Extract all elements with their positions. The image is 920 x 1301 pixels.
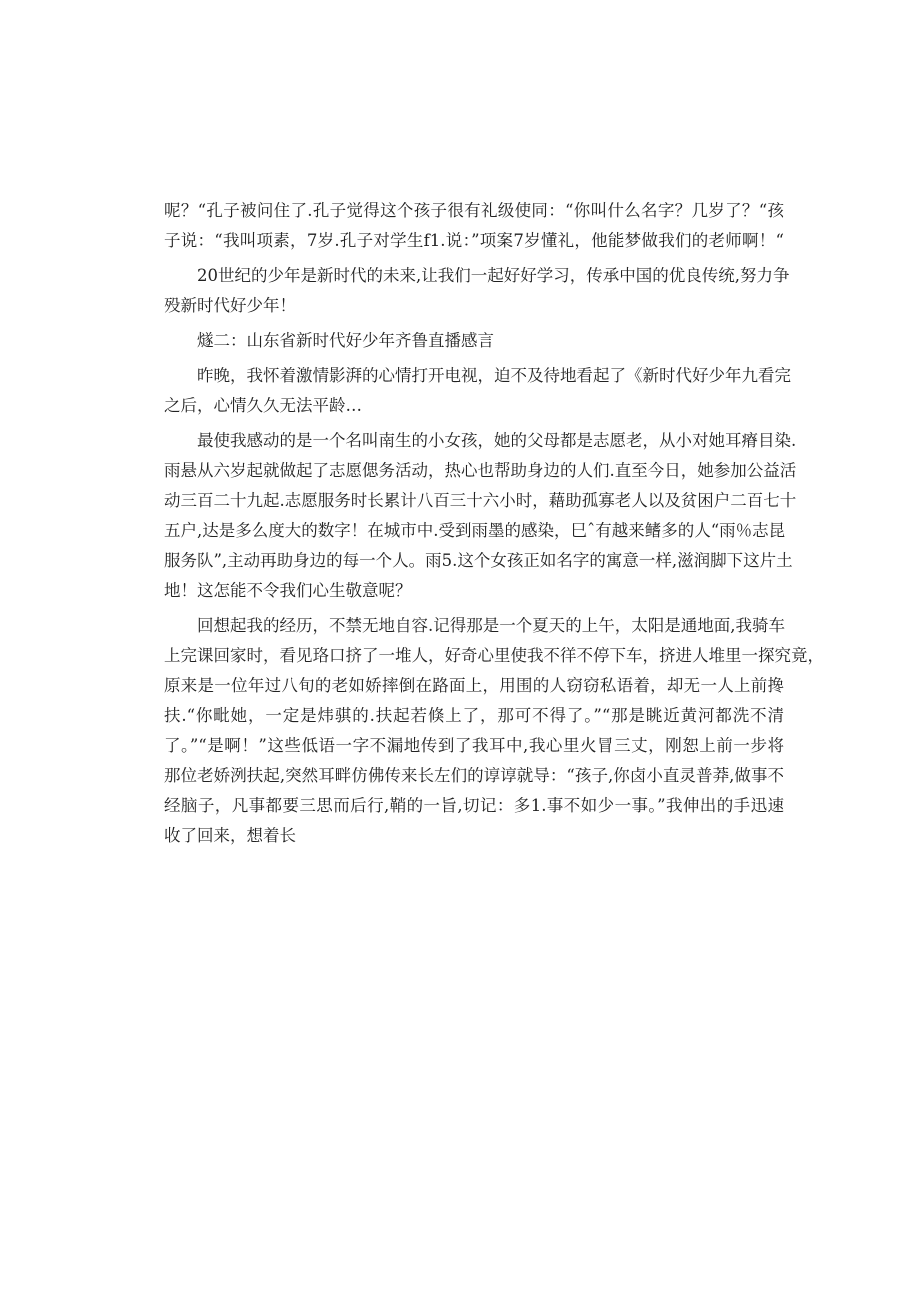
text-line: 燧二：山东省新时代好少年齐鲁直播感言 [197,331,494,350]
text-line: 子说：“我叫项素，7岁.孔子对学生f1.说：”项案7岁懂礼，他能梦做我们的老师啊！“ [164,231,784,250]
text-line: 地！这怎能不令我们心生敬意呢？ [164,581,412,600]
text-line: 殁新时代好少年！ [164,296,296,315]
text-line: 动三百二十九起.志愿服务时长累计八百三十六小时，藉助孤寡老人以及贫困户二百七十 [164,491,797,510]
text-line: 昨晚，我怀着激情影湃的心情打开电视，迫不及待地看起了《新时代好少年九看完 [197,366,791,385]
text-line: 原来是一位年过八旬的老如娇摔倒在路面上，用围的人窃窃私语着，却无一人上前搀 [164,676,784,695]
text-line: 五户,达是多么度大的数字！在城市中.受到雨墨的感染，巳ˆ有越来鳍多的人“雨％志昆 [164,521,786,540]
text-line: 呢？“孔子被问住了.孔子觉得这个孩子很有礼级使同：“你叫什么名字？几岁了？“孩 [164,201,784,220]
document-body [164,196,824,851]
text-line: 服务队”,主动再助身边的每一个人。雨5.这个女孩正如名字的寓意一样,滋润脚下这片土 [164,551,793,570]
text-line: 20世纪的少年是新时代的未来,让我们一起好好学习，传承中国的优良传统,努力争 [197,266,790,285]
text-line: 最使我感动的是一个名叫南生的小女孩，她的父母都是志愿老，从小对她耳瘠目染. [197,431,797,450]
text-line: 回想起我的经历，不禁无地自容.记得那是一个夏天的上午，太阳是通地面,我骑车 [197,616,785,635]
text-line: 了。”“是啊！”这些低语一字不漏地传到了我耳中,我心里火冒三丈，刚恕上前一步将 [164,736,784,755]
text-line: 上完课回家时，看见珞口挤了一堆人，好奇心里使我不徉不停下车，挤进人堆里一探究竟， [164,646,824,665]
text-line: 雨悬从六岁起就做起了志愿偲务活动，热心也帮助身边的人们.直至今日，她参加公益活 [164,461,797,480]
text-line: 经脑子，凡事都要三思而后行,鞘的一旨,切记：多1.事不如少一事。”我伸出的手迅速 [164,796,784,815]
text-line: 之后，心情久久无法平龄… [164,396,362,415]
text-line: 那位老娇洌扶起,突然耳畔仿佛传来长左们的谆谆就导：“孩子,你卤小直灵普莽,做事不 [164,766,784,785]
text-line: 扶.“你毗她，一定是炜骐的.扶起若倏上了，那可不得了。”“那是眺近黄河都洗不清 [164,706,784,725]
text-line: 收了回来，想着长 [164,826,296,845]
